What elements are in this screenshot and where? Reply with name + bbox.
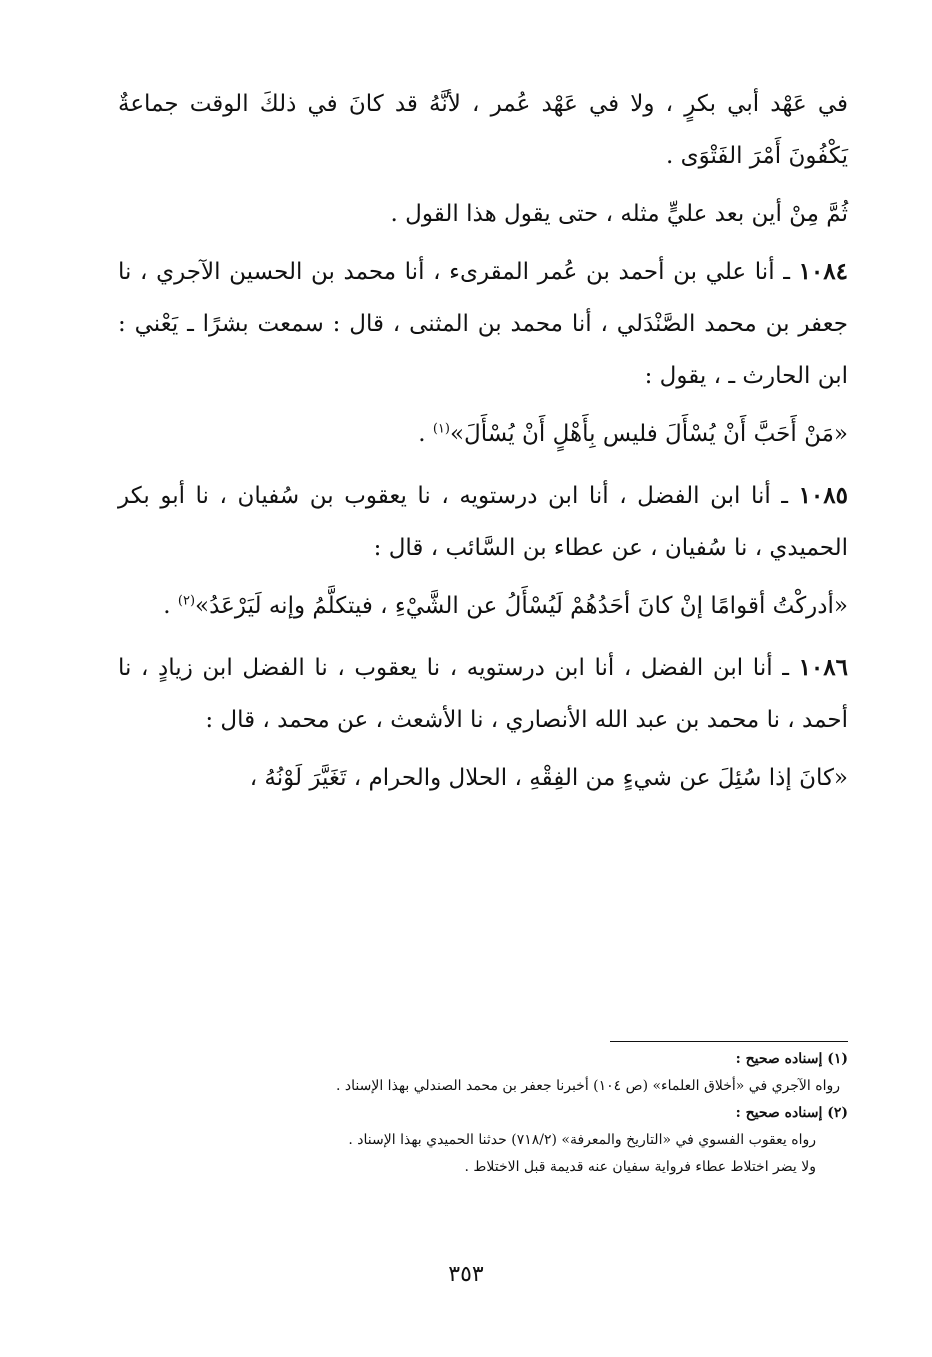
footnotes xyxy=(150,1046,848,1181)
footnote-ref[interactable]: (١) xyxy=(432,421,450,437)
footnote-1-line: رواه الآجري في «أخلاق العلماء» (ص ١٠٤) أخبرنا جعفر بن محمد الصندلي بهذا الإسناد . xyxy=(336,1078,840,1094)
footnote-ref[interactable]: (٢) xyxy=(177,593,196,609)
main-text xyxy=(118,78,848,814)
paragraph-1: في عَهْد أبي بكرٍ ، ولا في عَهْد عُمر ، لأنَّهُ قد كانَ في ذلكَ الوقت جماعةٌ يَكْفُونَ أَمْرَ الفَتْوَى . xyxy=(118,91,848,169)
paragraph-2: ثُمَّ مِنْ أين بعد عليٍّ مثله ، حتى يقول هذا القول . xyxy=(390,201,848,227)
narration-number: ١٠٨٥ xyxy=(798,482,848,509)
narration-1086: ١٠٨٦ ـ أنا ابن الفضل ، أنا ابن درستويه ، نا يعقوب ، نا الفضل ابن زيادٍ ، نا أحمد ، نا محمد بن عبد الله الأنصاري ، نا الأشعث ، عن محمد ، قال : xyxy=(118,654,848,733)
quote-1086: «كانَ إذا سُئِلَ عن شيءٍ من الفِقْهِ ، الحلال والحرام ، تَغَيَّرَ لَوْنُهُ ، xyxy=(249,765,848,791)
footnote-separator xyxy=(610,1041,848,1042)
quote-1084: «مَنْ أَحَبَّ أَنْ يُسْأَلَ فليس بِأَهْلٍ أَنْ يُسْأَلَ»$^{(١)}$ . xyxy=(418,421,848,447)
narration-number: ١٠٨٦ xyxy=(798,654,848,681)
narration-number: ١٠٨٤ xyxy=(798,258,848,285)
narration-1085: ١٠٨٥ ـ أنا ابن الفضل ، أنا ابن درستويه ، نا يعقوب بن سُفيان ، نا أبو بكر الحميدي ، نا سُفيان ، عن عطاء بن السَّائب ، قال : xyxy=(118,482,848,561)
page-number: ٣٥٣ xyxy=(448,1262,484,1287)
narration-1084: ١٠٨٤ ـ أنا علي بن أحمد بن عُمر المقرىء ، أنا محمد بن الحسين الآجري ، نا جعفر بن محمد الصَّنْدَلي ، أنا محمد بن المثنى ، قال : سمعت بشرًا ـ يَعْني : ابن الحارث ـ ، يقول : xyxy=(118,258,848,389)
footnote-2-line: رواه يعقوب الفسوي في «التاريخ والمعرفة» (٧١٨/٢) حدثنا الحميدي بهذا الإسناد . xyxy=(348,1132,816,1148)
quote-1085: «أدركْتُ أقوامًا إنْ كانَ أحَدُهُمْ لَيُسْأَلُ عن الشَّيْءِ ، فيتكلَّمُ وإنه لَيَرْعَدُ»$^{(٢)}$ . xyxy=(163,593,848,619)
footnote-2-heading: (٢) إسناده صحيح : xyxy=(735,1105,848,1121)
footnote-2-line: ولا يضر اختلاط عطاء فرواية سفيان عنه قديمة قبل الاختلاط . xyxy=(464,1159,816,1175)
footnote-1-heading: (١) إسناده صحيح : xyxy=(735,1051,848,1067)
